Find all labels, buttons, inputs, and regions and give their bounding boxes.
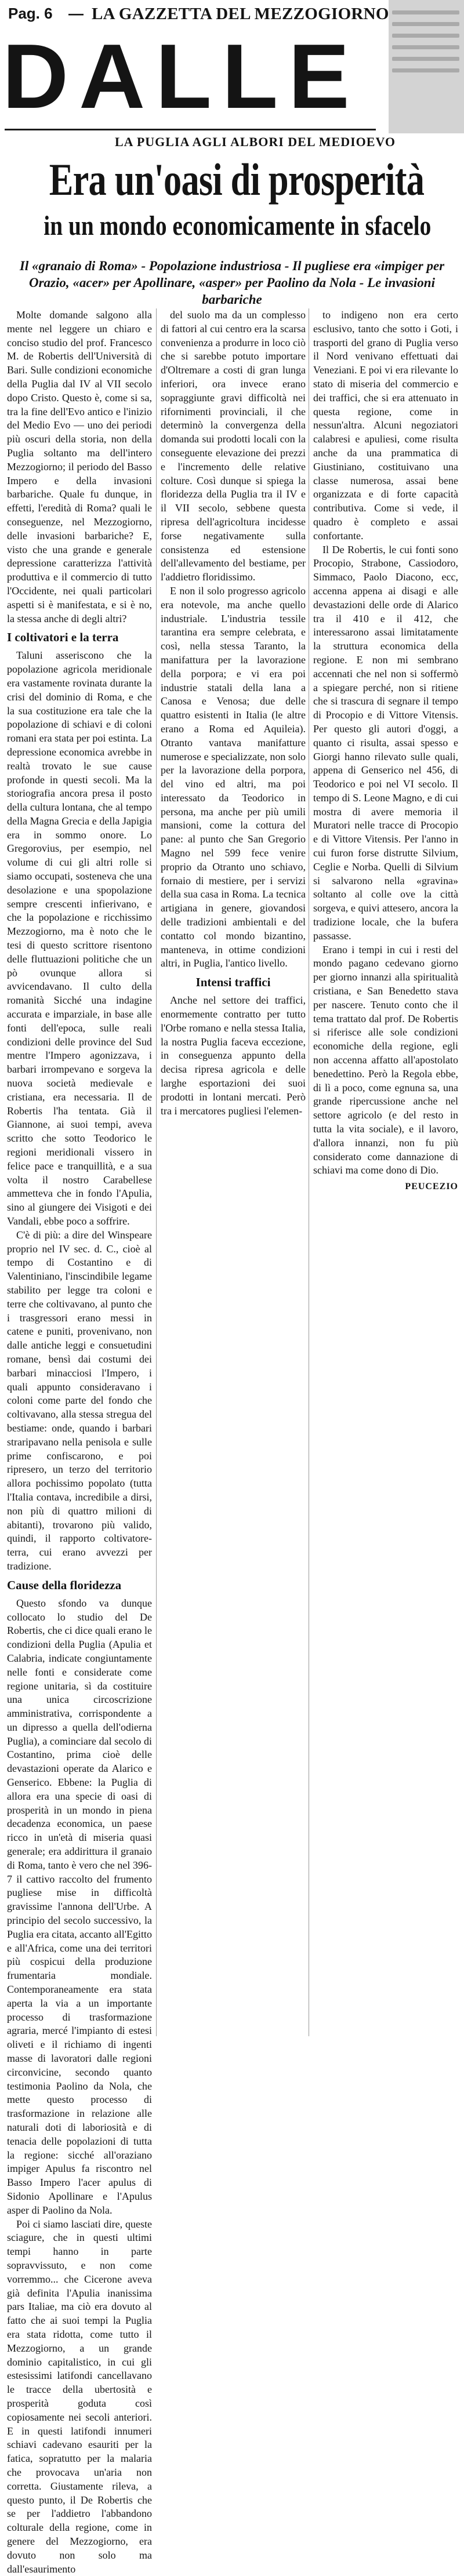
section-title: DALLE <box>2 26 360 128</box>
article-paragraph: Poi ci siamo lasciati dire, queste sciagure, che in questi ultimi tempi hanno in parte sopravvissuto, e non come vorremmo... che Cicerone aveva già definita l'Apulia inanissima pars Italiae, ma ciò era dovuto al fatto che ai suoi tempi la Puglia era stata ridotta, come tutto il Mezzogiorno, a un grande dominio capitalistico, in cui gli estesissimi latifondi cancellavano le tracce della ubertosità e prosperità goduta così copiosamente nei secoli anteriori. E in questi latifondi innumeri schiavi cadevano esauriti per la fatica, sopratutto per la malaria che provocava un'aria non corretta. Giustamente rileva, a questo punto, il De Robertis che se per l'addietro l'abbandono colturale della regione, come in genere del Mezzogiorno, era dovuto non solo ma dall'esaurimento <box>7 2218 152 2575</box>
article-kicker: LA PUGLIA AGLI ALBORI DEL MEDIOEVO <box>114 135 396 149</box>
article-column-1 <box>7 308 152 2576</box>
article-paragraph: C'è di più: a dire del Winspeare proprio nel IV sec. d. C., cioè al tempo di Costantino e di Valentiniano, l'inscindibile legame stabilito per legge tra coloni e terre che coltivavano, al punto che i trasgressori erano messi in catene e puniti, provenivano, non dalle antiche leggi e consuetudini romane, bensì dai costumi dei barbari minacciosi l'Impero, i quali appunto consideravano i coloni come parte del fondo che coltivavano, alla stessa stregua del bestiame: onde, quando i barbari straripavano nella penisola e sulle prime confiscarono, e poi ripresero, un terzo del territorio allora pochissimo popolato (tutta l'Italia contava, incredibile a dirsi, non più di quattro milioni di abitanti), trovarono più valido, quindi, il rapporto coltivatore-terra, cui erano avvezzi per tradizione. <box>7 1229 152 1572</box>
page-number: Pag. 6 <box>8 5 53 22</box>
torn-text-line <box>392 34 459 38</box>
article-paragraph: Erano i tempi in cui i resti del mondo pagano cedevano giorno per giorno innanzi alla spiritualità cristiana, e San Benedetto stava per nascere. Tenuto conto che il tema trattato dal prof. De Robertis si riferisce alle sole condizioni economiche della regione, egli non accenna affatto all'apostolato benedettino. Però la Regola ebbe, di lì a poco, come egnuna sa, una grande ripercussione anche nel settore agricolo (e del resto in tutta la vita sociale), e il lavoro, d'allora innanzi, non fu più considerato come dannazione di schiavi ma come dono di Dio. <box>313 943 458 1176</box>
article-paragraph: del suolo ma da un complesso di fattori al cui centro era la scarsa convenienza a produrre in loco ciò che si sarebbe potuto importare d'Oltremare a costi di gran lunga inferiori, ora invece erano sopraggiunte gravi difficoltà nei rifornimenti provinciali, il che determinò la convergenza della domanda sui prodotti locali con la conseguente elevazione dei prezzi e l'incremento delle relative colture. Così dunque si spiega la floridezza della Puglia tra il IV e il VII secolo, sebbene questa ripresa dell'agricoltura incidesse forse negativamente sulla consistenza ed estensione dell'allevamento del bestiame, per l'addietro floridissimo. <box>161 309 306 583</box>
header-rule <box>5 129 376 130</box>
article-subheadline: in un mondo economicamente in sfacelo <box>44 210 432 241</box>
article-paragraph: E non il solo progresso agricolo era notevole, ma anche quello industriale. L'industria tessile tarantina era sempre celebrata, e così, nella stessa Taranto, la manifattura per la lavorazione della porpora; e vi era poi industrie statali della lana a Canosa e Venosa; due delle quattro esistenti in Italia (le altre erano a Roma ed Aquileia). Otranto vantava manifatture numerose e specializzate, non solo per la lavorazione della porpora, del vino ed altri, ma poi interessato da Teodorico in persona, ma anche per più umili mansioni, come la cottura del pane: al punto che San Gregorio Magno nel 599 fece venire proprio da Otranto uno schiavo, fornaio di mestiere, per i servizi della sua casa in Roma. La tecnica artigiana in genere, giovandosi delle tradizioni ambientali e del contatto col mondo bizantino, manteneva, in ottime condizioni altri, in Puglia, l'antico livello. <box>161 584 306 969</box>
section-heading-floridezza: Cause della floridezza <box>7 1578 122 1592</box>
article-headline: Era un'oasi di prosperità <box>49 154 425 205</box>
article-paragraph: Il De Robertis, le cui fonti sono Procopio, Strabone, Cassiodoro, Simmaco, Paolo Diacono, ecc, accenna appena ai disagi e alle devastazioni delle orde di Alarico tra il 410 e il 412, che interessarono assai limitatamente la struttura economica della regione. E non mi sembrano accennati che nel non si soffermò a spiegare perché, non si ritiene che si trascura di segnare il tempo di Procopio e di Vittore Vitensis. Per questo gli autori d'oggi, a quanto ci risulta, assai spesso e Giorgi hanno rilevato sulle quali, appena di Genserico nel 456, di Teodorico e poi nel VI secolo. Il tempo di S. Leone Magno, e di cui mostra di avere memoria il Muratori nelle tracce di Procopio e di Vittore Vitensis. Per l'anno in cui furon forse distrutte Silvium, Ceglie e Norba. Quelli di Silvium si salvarono nella «gravina» soltanto al colle ove la città sorgeva, e quivi attesero, ancora la tradizione locale, che la bufera passasse. <box>313 543 458 942</box>
torn-text-line <box>392 57 459 61</box>
torn-text-line <box>392 68 459 72</box>
column-rule <box>156 308 157 2036</box>
article-paragraph: Molte domande salgono alla mente nel leggere un chiaro e conciso studio del prof. Francesco M. de Robertis dell'Università di Bari. Sulle condizioni economiche della Puglia dal IV al VII secolo dopo Cristo. Questo è, come si sa, tra la fine dell'Evo antico e l'inizio del Medio Evo — uno dei periodi più oscuri della storia, non della Puglia soltanto ma dell'intero Mezzogiorno; il periodo del Basso Impero e della invasioni barbariche. Quale fu dunque, in effetti, l'eredità di Roma? quali le conseguenze, nel Mezzogiorno, delle invasioni barbariche? E, visto che una grande e generale depressione caratterizza l'attività produttiva e il commercio di tutto l'Occidente, nei quali particolari aspetti si è manifestata, e si è no, la stessa anche di degli altri? <box>7 309 152 624</box>
section-heading-traffici: Intensi traffici <box>195 975 271 990</box>
article-paragraph: Anche nel settore dei traffici, enormemente contratto per tutto l'Orbe romano e nella stessa Italia, la nostra Puglia faceva eccezione, in conseguenza appunto della decisa ripresa agricola e delle larghe esportazioni dei suoi prodotti in lontani mercati. Però tra i mercatores pugliesi l'elemen- <box>161 994 306 1117</box>
header-separator: — <box>68 5 84 22</box>
section-heading-coltivatori: I coltivatori e la terra <box>7 630 119 645</box>
article-paragraph: Questo sfondo va dunque collocato lo studio del De Robertis, che ci dice quali erano le condizioni della Puglia (Apulia et Calabria, indicate congiuntamente nelle fonti e considerate come regione unitaria, sì da costituire una unica circoscrizione amministrativa, corrispondente a un dipresso a quella dell'odierna Puglia), a cominciare dal secolo di Costantino, prima cioè delle devastazioni operate da Alarico e Genserico. Ebbene: la Puglia di allora era una specie di oasi di prosperità in un mondo in piena decadenza economica, un paese ricco in un'età di miseria quasi generale; era addirittura il granaio di Roma, tanto è vero che nel 396-7 il cattivo raccolto del frumento pugliese mise in difficoltà gravissime l'annona dell'Urbe. A principio del secolo successivo, la Puglia era citata, accanto all'Egitto e all'Africa, come una dei territori più cospicui della produzione frumentaria mondiale. Contemporaneamente era stata aperta la via a un importante processo di trasformazione agraria, mercé l'impianto di estesi oliveti e il richiamo di ingenti masse di lavoratori dalle regioni circonvicine, secondo quanto testimonia Paolino da Nola, che mette questo processo di trasformazione in relazione alle naturali doti di laboriosità e di tenacia delle popolazioni di tutta la regione: sicché all'oraziano impiger Apulus fa riscontro nel Basso Impero l'acer apulus di Sidonio Apollinare e l'Apulus asper di Paolino da Nola. <box>7 1597 152 2216</box>
newspaper-name: LA GAZZETTA DEL MEZZOGIORNO <box>92 5 389 23</box>
article-signature: PEUCEZIO <box>405 1182 458 1192</box>
article-column-2 <box>161 308 306 1118</box>
article-paragraph: to indigeno non era certo esclusivo, tanto che sotto i Goti, i trasporti del grano di Puglia verso il Nord venivano effettuati dai Veneziani. E poi vi era rilevante lo stato di miseria del commercio e dei traffici, che si era attenuato in questa regione, come in nessun'altra. Alcuni negoziatori calabresi e apuliesi, come risulta anche da una prammatica di Giustiniano, costituivano una classe numerosa, assai bene organizzata e di forte capacità contributiva. Come si vede, il quadro è completo e assai confortante. <box>313 309 458 542</box>
page-header <box>6 3 458 27</box>
article-column-3 <box>313 308 458 1194</box>
article-paragraph: Taluni asseriscono che la popolazione agricola meridionale era vastamente rovinata durante la crisi del dominio di Roma, e che la sua costituzione era tale che la popolazione di schiavi e di coloni romani era stata per poi estinta. La depressione economica avrebbe in realtà trovato le sue cause profonde in questi secoli. Ma la storiografia ancora presa il posto della cultura lontana, che al tempo della Magna Grecia e della Japigia era in sommo onore. Lo Gregorovius, per esempio, nel volume di cui gli altri rolle si siamo occupati, sosteneva che una desolazione e una spopolazione sempre crescenti infierivano, e che la popolazione e ricchissimo Mezzogiorno, ma è noto che le tesi di questo scrittore risentono delle fluttuazioni politiche che un pò ovunque allora si avvicendavano. Il culto della romanità Sicché una indagine accurata e imparziale, in base alle fonti dell'epoca, sulle reali condizioni delle province del Sud mentre l'Impero agonizzava, i barbari irrompevano e sorgeva la nuova società medievale e cristiana, era necessaria. Il de Robertis l'ha tentata. Già il Giannone, ai suoi tempi, aveva scritto che sotto Teodorico le regioni meridionali vissero in felice pace e tranquillità, e a sua volta il nostro Carabellese ammetteva che in fondo l'Apulia, sino al giungere dei Visigoti e dei Vandali, ebbe poco a soffrire. <box>7 649 152 1227</box>
article-summary: Il «granaio di Roma» - Popolazione industriosa - Il pugliese era «impiger per Orazio, «acer» per Apollinare, «asper» per Paolino da Nola - Le invasioni barbariche <box>19 259 445 307</box>
torn-text-line <box>392 45 459 49</box>
